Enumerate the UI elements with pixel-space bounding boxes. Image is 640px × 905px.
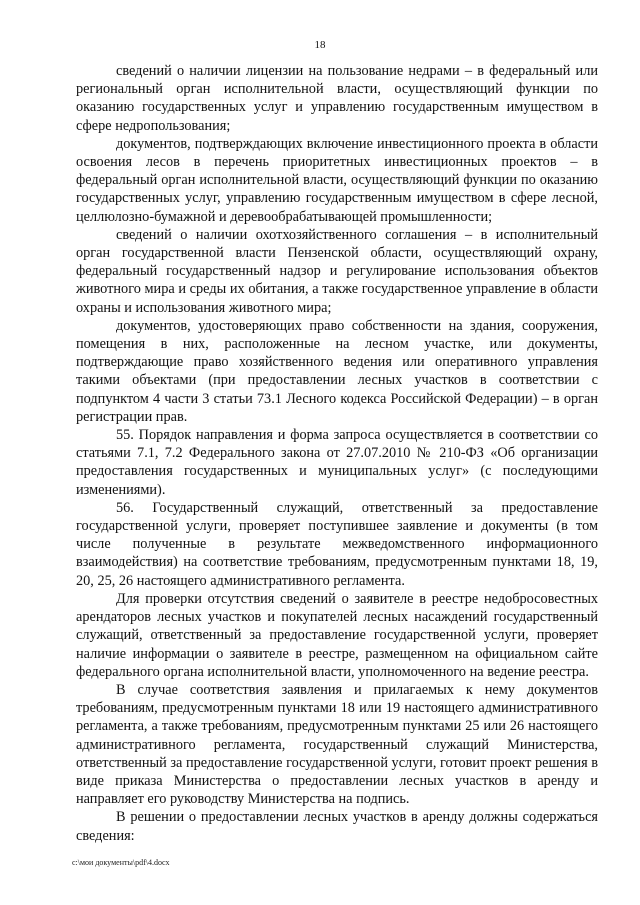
document-body xyxy=(76,62,598,845)
paragraph-registry-check: Для проверки отсутствия сведений о заявителе в реестре недобросовестных арендаторов лесных участков и покупателей лесных насаждений государственный служащий, ответственный за предоставление государственной услуги, проверяет наличие информации о заявителе в реестре, размещенном на официальном сайте федерального органа исполнительной власти, уполномоченного на ведение реестра. xyxy=(76,590,598,680)
footer-file-path: c:\мои документы\pdf\4.docx xyxy=(72,858,170,867)
paragraph-subsoil-license: сведений о наличии лицензии на пользование недрами – в федеральный или региональный орган исполнительной власти, осуществляющий функции по оказанию государственных услуг и управлению государственным имуществом в сфере недропользования; xyxy=(76,63,598,134)
page-number: 18 xyxy=(314,39,326,51)
paragraph-item-56: 56. Государственный служащий, ответственный за предоставление государственной услуги, проверяет поступившее заявление и документы (в том числе полученные в результате межведомственного информационного взаимодействия) на соответствие требованиям, предусмотренным пунктами 18, 19, 20, 25, 26 настоящего административного регламента. xyxy=(76,499,598,589)
paragraph-decision-contents: В решении о предоставлении лесных участков в аренду должны содержаться сведения: xyxy=(76,809,598,844)
paragraph-item-55: 55. Порядок направления и форма запроса осуществляется в соответствии со статьями 7.1, 7.2 Федерального закона от 27.07.2010 № 210-ФЗ «Об организации предоставления государственных и муниципальных услуг» (с последующими изменениями). xyxy=(76,427,598,498)
paragraph-compliance-decision: В случае соответствия заявления и прилагаемых к нему документов требованиям, предусмотренным пунктами 18 или 19 настоящего административного регламента, а также требованиям, предусмотренным пунктами 25 или 26 настоящего административного регламента, государственный служащий Министерства, ответственный за предоставление государственной услуги, готовит проект решения в виде приказа Министерства о предоставлении лесных участков в аренду и направляет его руководству Министерства на подпись. xyxy=(76,681,598,808)
paragraph-ownership-documents: документов, удостоверяющих право собственности на здания, сооружения, помещения в них, расположенные на лесном участке, или документы, подтверждающие право хозяйственного ведения или оперативного управления такими объектами (при предоставлении лесных участков в соответствии с подпунктом 4 части 3 статьи 73.1 Лесного кодекса Российской Федерации) – в орган регистрации прав. xyxy=(76,317,598,425)
paragraph-hunting-agreement: сведений о наличии охотхозяйственного соглашения – в исполнительный орган государственной власти Пензенской области, осуществляющий охрану, федеральный государственный надзор и регулирование использования объектов животного мира и среды их обитания, а также государственное управление в области охраны и использования животного мира; xyxy=(76,226,598,316)
paragraph-investment-project: документов, подтверждающих включение инвестиционного проекта в области освоения лесов в перечень приоритетных инвестиционных проектов – в федеральный орган исполнительной власти, осуществляющий функции по оказанию государственных услуг, управлению государственным имуществом в сфере лесной, целлюлозно-бумажной и деревообрабатывающей промышленности; xyxy=(76,135,598,225)
